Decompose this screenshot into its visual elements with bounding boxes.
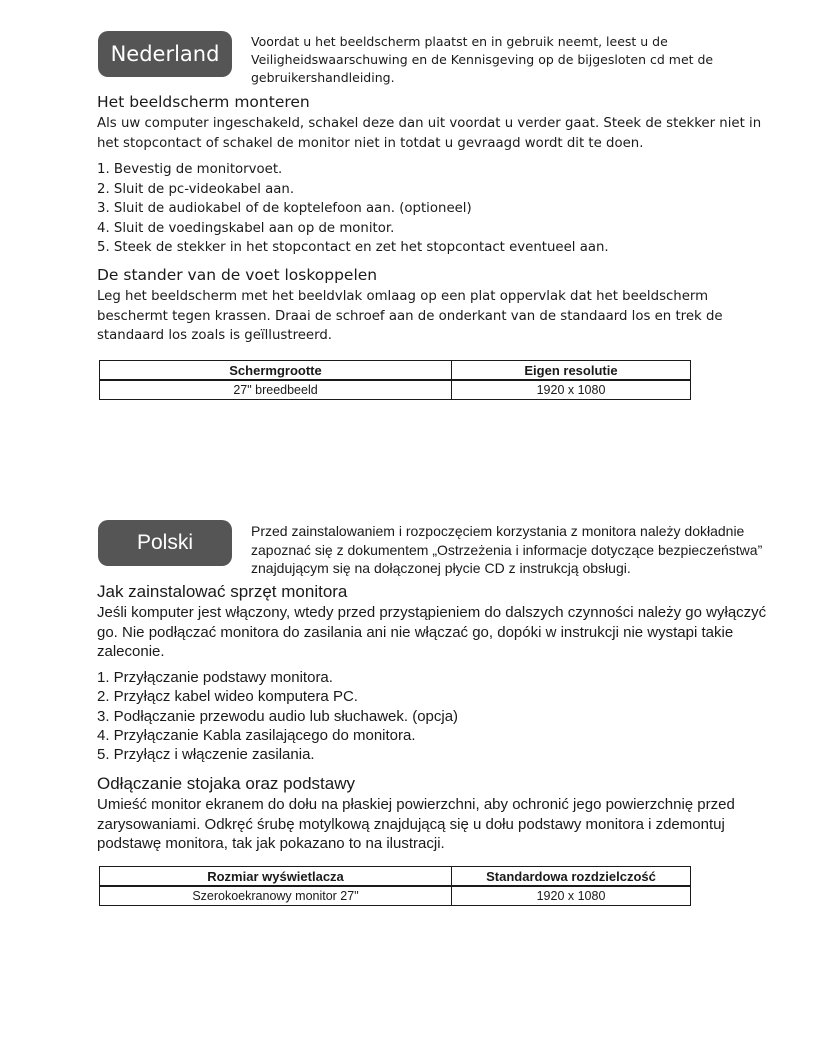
- spec-table: [99, 360, 691, 400]
- paragraph-detach: Umieść monitor ekranem do dołu na płaskiej powierzchni, aby ochronić jego powierzchnię przed zarysowaniami. Odkręć śrubę motylkową znajdującą się u dołu podstawy monitora i zdemontuj podstawę monitora, tak jak pokazano to na ilustracji.: [97, 796, 735, 853]
- list-item: 1. Bevestig de monitorvoet.: [97, 162, 283, 177]
- table-row: [100, 886, 691, 906]
- table-row: [100, 380, 691, 400]
- language-badge: Nederland: [98, 31, 232, 77]
- table-cell: 27" breedbeeld: [100, 380, 452, 400]
- paragraph-mount: Jeśli komputer jest włączony, wtedy przed przystąpieniem do dalszych czynności należy go wyłączyć go. Nie podłączać monitora do zasilania ani nie włączać go, dopóki w instrukcji nie wystapi takie zaleconie.: [97, 604, 767, 661]
- heading-detach: Odłączanie stojaka oraz podstawy: [97, 774, 355, 793]
- list-item: 5. Steek de stekker in het stopcontact en zet het stopcontact eventueel aan.: [97, 240, 609, 255]
- table-header: Schermgrootte: [100, 361, 452, 381]
- intro-text: Przed zainstalowaniem i rozpoczęciem korzystania z monitora należy dokładnie zapoznać się z dokumentem „Ostrzeżenia i informacje dotyczące bezpieczeństwa” znajdującym się na dołączonej płycie CD z instrukcją obsługi.: [251, 523, 763, 576]
- table-cell: 1920 x 1080: [452, 886, 691, 906]
- table-header: Eigen resolutie: [452, 361, 691, 381]
- heading-detach: De stander van de voet loskoppelen: [97, 266, 378, 284]
- list-item: 1. Przyłączanie podstawy monitora.: [97, 669, 333, 686]
- list-item: 2. Przyłącz kabel wideo komputera PC.: [97, 688, 358, 706]
- list-item: 3. Podłączanie przewodu audio lub słuchawek. (opcja): [97, 707, 459, 725]
- language-badge: Polski: [98, 520, 232, 566]
- list-item: 2. Sluit de pc-videokabel aan.: [97, 181, 295, 197]
- intro-text: Voordat u het beeldscherm plaatst en in gebruik neemt, leest u de Veiligheidswaarschuwing en de Kennisgeving op de bijgesloten cd met de gebruikershandleiding.: [251, 34, 714, 85]
- list-item: 5. Przyłącz i włączenie zasilania.: [97, 746, 315, 764]
- steps-list: [97, 160, 609, 258]
- table-header: Standardowa rozdzielczość: [452, 867, 691, 887]
- list-item: 3. Sluit de audiokabel of de koptelefoon aan. (optioneel): [97, 201, 472, 216]
- heading-mount: Jak zainstalować sprzęt monitora: [97, 582, 348, 601]
- list-item: 4. Sluit de voedingskabel aan op de monitor.: [97, 220, 395, 236]
- table-cell: 1920 x 1080: [452, 380, 691, 400]
- table-cell: Szerokoekranowy monitor 27": [100, 886, 452, 906]
- list-item: 4. Przyłączanie Kabla zasilającego do monitora.: [97, 726, 416, 744]
- heading-mount: Het beeldscherm monteren: [97, 93, 310, 111]
- spec-table: [99, 866, 691, 906]
- paragraph-mount: Als uw computer ingeschakeld, schakel deze dan uit voordat u verder gaat. Steek de stekker niet in het stopcontact of schakel de monitor niet in totdat u gevraagd wordt dit te doen.: [97, 116, 762, 151]
- table-header: Rozmiar wyświetlacza: [100, 867, 452, 887]
- paragraph-detach: Leg het beeldscherm met het beeldvlak omlaag op een plat oppervlak dat het beeldscherm beschermt tegen krassen. Draai de schroef aan de onderkant van de standaard los en trek de standaard los zoals is geïllustreerd.: [97, 289, 723, 344]
- steps-list: [97, 668, 458, 764]
